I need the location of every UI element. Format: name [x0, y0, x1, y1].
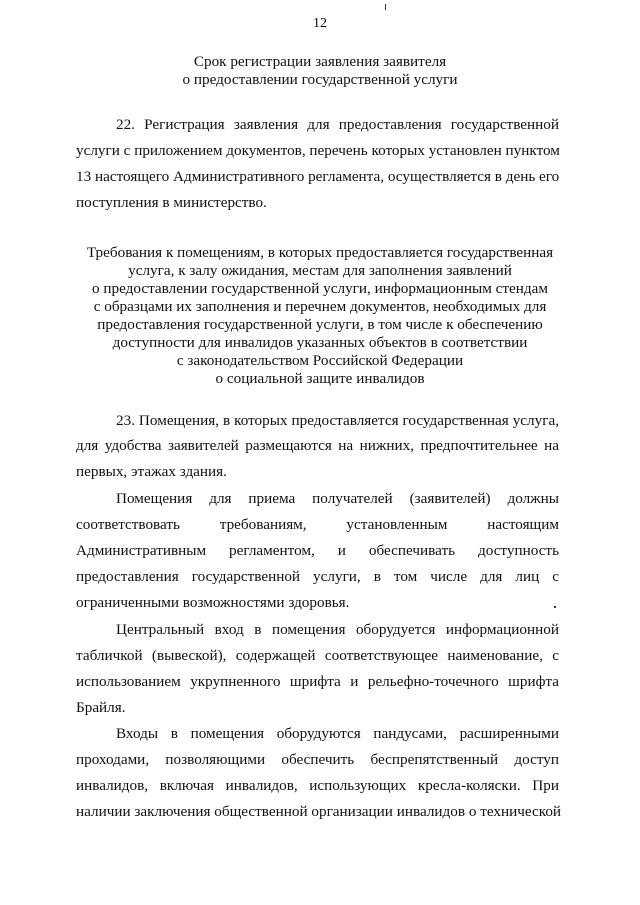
- section-heading-line: о предоставлении государственной услуги: [182, 71, 458, 88]
- paragraph-line: табличкой (вывеской), содержащей соответствующее наименование, с: [76, 647, 559, 664]
- paragraph-line: ограниченными возможностями здоровья.: [76, 594, 350, 611]
- scan-mark: [554, 606, 556, 608]
- paragraph-line: Брайля.: [76, 699, 126, 716]
- paragraph-line: использованием укрупненного шрифта и рельефно-точечного шрифта: [76, 673, 559, 690]
- scan-mark: [385, 4, 386, 10]
- paragraph-line: Входы в помещения оборудуются пандусами, расширенными: [116, 725, 559, 742]
- paragraph-line: 22. Регистрация заявления для предоставления государственной: [116, 116, 559, 133]
- section-heading-line: о социальной защите инвалидов: [215, 370, 425, 387]
- paragraph-line: 13 настоящего Административного регламента, осуществляется в день его: [76, 168, 560, 185]
- section-heading-line: Срок регистрации заявления заявителя: [193, 53, 447, 70]
- section-heading-line: услуга, к залу ожидания, местам для заполнения заявлений: [128, 262, 512, 279]
- paragraph-line: Помещения для приема получателей (заявителей) должны: [116, 490, 559, 507]
- paragraph-line: инвалидов, включая инвалидов, использующих кресла-коляски. При: [76, 777, 559, 794]
- paragraph-line: проходами, позволяющими обеспечить беспрепятственный доступ: [76, 751, 559, 768]
- section-heading-line: с образцами их заполнения и перечнем документов, необходимых для: [93, 298, 547, 315]
- section-heading-line: предоставления государственной услуги, в том числе к обеспечению: [97, 316, 543, 333]
- paragraph-line: поступления в министерство.: [76, 194, 267, 211]
- paragraph-line: для удобства заявителей размещаются на нижних, предпочтительнее на: [76, 437, 559, 454]
- paragraph-line: услуги с приложением документов, перечень которых установлен пунктом: [76, 142, 560, 159]
- paragraph-line: предоставления государственной услуги, в том числе для лиц с: [76, 568, 559, 585]
- paragraph-line: соответствовать требованиям, установленным настоящим: [76, 516, 559, 533]
- page-number: 12: [313, 16, 327, 31]
- paragraph-line: Административным регламентом, и обеспечивать доступность: [76, 542, 559, 559]
- section-heading-line: о предоставлении государственной услуги, информационным стендам: [92, 280, 548, 297]
- paragraph-line: наличии заключения общественной организации инвалидов о технической: [76, 803, 562, 820]
- section-heading-line: с законодательством Российской Федерации: [176, 352, 464, 369]
- paragraph-line: 23. Помещения, в которых предоставляется государственная услуга,: [116, 412, 559, 429]
- section-heading-line: Требования к помещениям, в которых предоставляется государственная: [86, 244, 554, 261]
- section-heading-line: доступности для инвалидов указанных объектов в соответствии: [112, 334, 528, 351]
- paragraph-line: Центральный вход в помещения оборудуется информационной: [116, 621, 559, 638]
- paragraph-line: первых, этажах здания.: [76, 463, 227, 480]
